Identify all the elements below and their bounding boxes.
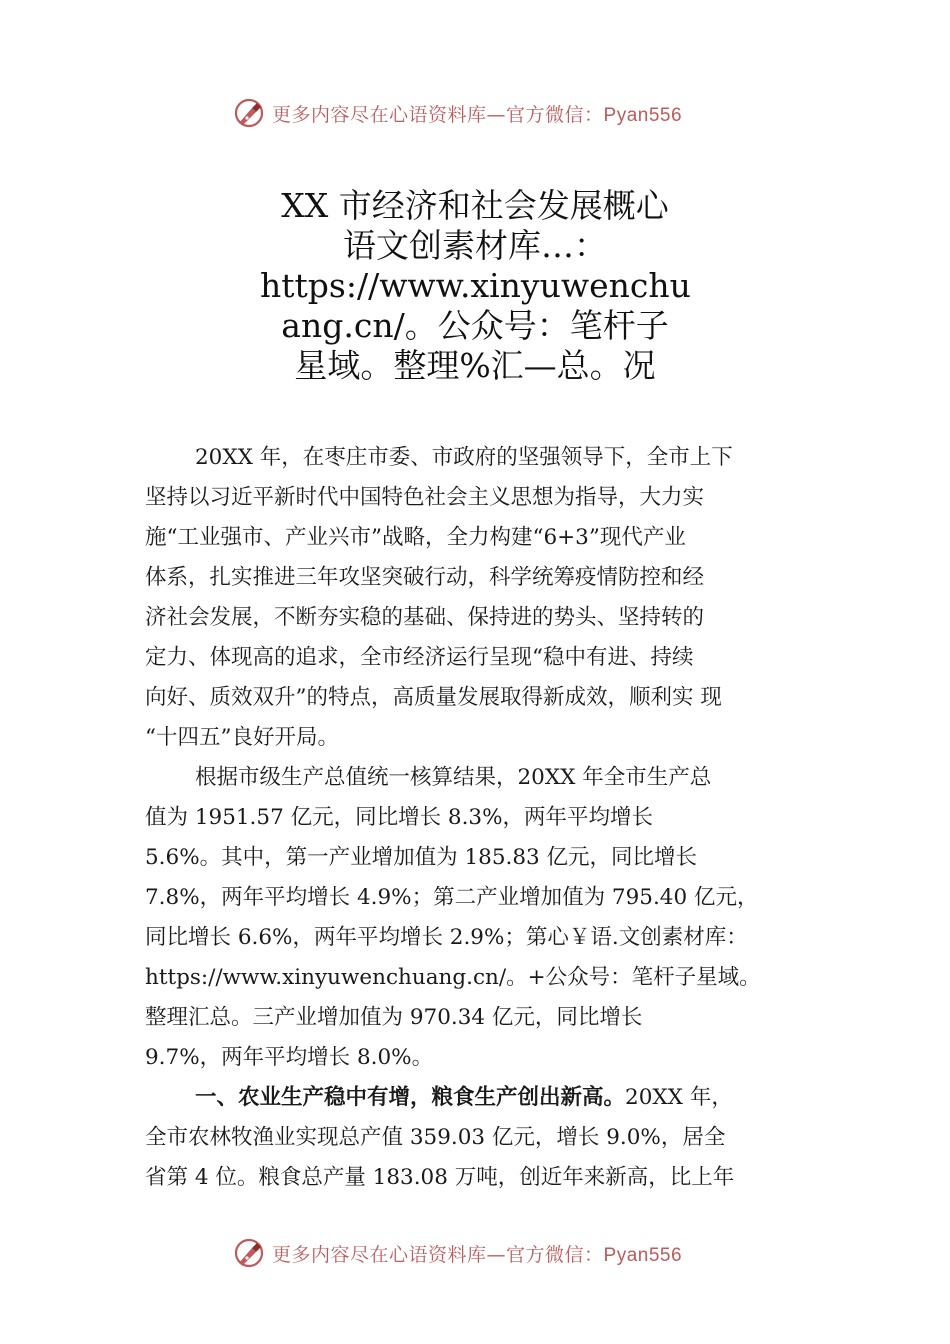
title-line: ang.cn/。公众号：笔杆子 [281,306,669,345]
paragraph-line: 定力、体现高的追求，全市经济运行呈现“稳中有进、持续 [145,645,694,670]
paragraph-line: 9.7%，两年平均增长 8.0%。 [145,1045,434,1070]
title-line: 语文创素材库…： [343,226,607,265]
title-line: 星域。整理%汇—总。况 [294,346,656,385]
watermark-text [272,1240,682,1267]
paragraph-line: 省第 4 位。粮食总产量 183.08 万吨，创近年来新高，比上年 [145,1165,735,1190]
title-line: XX 市经济和社会发展概心 [281,186,669,225]
paragraph-line: 5.6%。其中，第一产业增加值为 185.83 亿元，同比增长 [145,845,698,870]
paragraph-line: 根据市级生产总值统一核算结果，20XX 年全市生产总 [195,765,712,790]
watermark-wechat-id: Pyan556 [603,104,683,126]
header-watermark [232,96,752,130]
document-title [260,186,690,386]
paragraph-line: 7.8%，两年平均增长 4.9%；第二产业增加值为 795.40 亿元， [145,885,759,910]
paragraph-line: 施“工业强市、产业兴市”战略，全力构建“6+3”现代产业 [145,525,686,550]
title-line: https://www.xinyuwenchu [260,266,691,305]
watermark-label: 更多内容尽在心语资料库—官方微信： [272,1243,604,1266]
watermark-text [272,100,682,127]
paragraph-line: 20XX 年，在枣庄市委、市政府的坚强领导下，全市上下 [195,445,733,470]
footer-watermark [232,1236,752,1270]
section-heading-line [145,1078,813,1118]
watermark-label: 更多内容尽在心语资料库—官方微信： [272,103,604,126]
section-heading: 一、农业生产稳中有增，粮食生产创出新高。 [195,1085,626,1110]
paragraph-line: 坚持以习近平新时代中国特色社会主义思想为指导，大力实 [145,485,705,510]
paragraph-line: 体系，扎实推进三年攻坚突破行动，科学统筹疫情防控和经 [145,565,705,590]
paragraph-line: 同比增长 6.6%，两年平均增长 2.9%；第心￥语.文创素材库： [145,925,748,950]
paragraph-line: 向好、质效双升”的特点，高质量发展取得新成效，顺利实 现 [145,685,722,710]
pen-nib-logo-icon [232,96,266,130]
paragraph-line: 济社会发展，不断夯实稳的基础、保持进的势头、坚持转的 [145,605,705,630]
paragraph-line: https://www.xinyuwenchuang.cn/。+公众号：笔杆子星域。 [145,965,761,990]
document-body [145,438,813,1198]
paragraph-line: “十四五”良好开局。 [145,725,339,750]
pen-nib-logo-icon [232,1236,266,1270]
paragraph-line: 整理汇总。三产业增加值为 970.34 亿元，同比增长 [145,1005,643,1030]
section-text: 20XX 年， [625,1085,733,1110]
watermark-wechat-id: Pyan556 [603,1244,683,1266]
paragraph-line: 全市农林牧渔业实现总产值 359.03 亿元，增长 9.0%，居全 [145,1125,726,1150]
paragraph-line: 值为 1951.57 亿元，同比增长 8.3%，两年平均增长 [145,805,654,830]
